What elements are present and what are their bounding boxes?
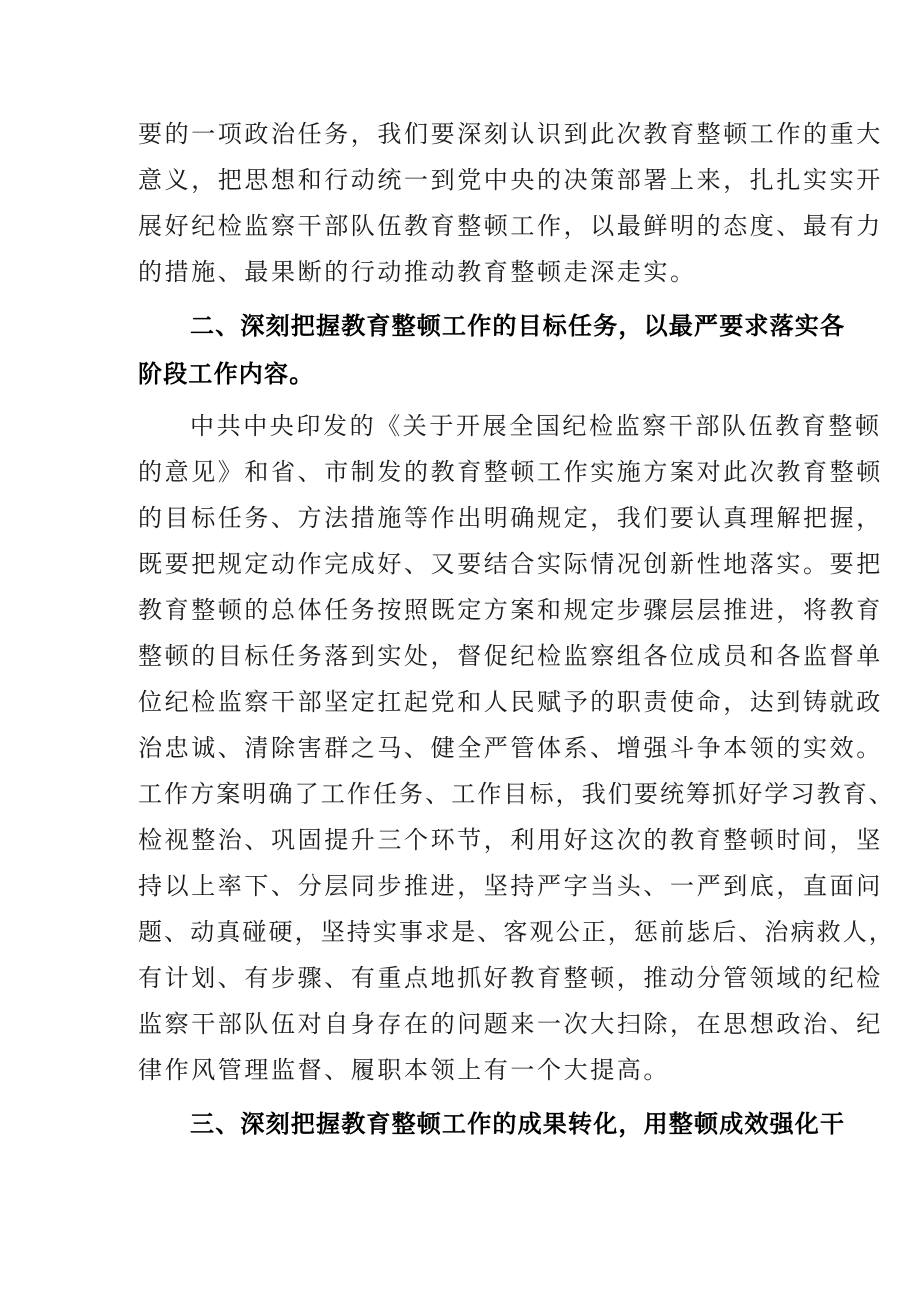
body-text-line: 既要把规定动作完成好、又要结合实际情况创新性地落实。要把 (138, 550, 883, 578)
body-text-line: 持以上率下、分层同步推进，坚持严字当头、一严到底，直面问 (138, 872, 883, 900)
body-text-line: 题、动真碰硬，坚持实事求是、客观公正，惩前毖后、治病救人， (138, 918, 895, 946)
body-text-line: 展好纪检监察干部队伍教育整顿工作，以最鲜明的态度、最有力 (138, 212, 883, 240)
body-text-line: 的目标任务、方法措施等作出明确规定，我们要认真理解把握， (138, 504, 883, 532)
section-heading: 阶段工作内容。 (138, 360, 315, 388)
body-text-line: 要的一项政治任务，我们要深刻认识到此次教育整顿工作的重大 (138, 120, 883, 148)
body-text-line: 治忠诚、清除害群之马、健全严管体系、增强斗争本领的实效。 (138, 734, 883, 762)
section-heading: 二、深刻把握教育整顿工作的目标任务，以最严要求落实各 (190, 312, 846, 340)
body-text-line: 意义，把思想和行动统一到党中央的决策部署上来，扎扎实实开 (138, 166, 883, 194)
body-text-line: 律作风管理监督、履职本领上有一个大提高。 (138, 1056, 670, 1084)
body-text-line: 检视整治、巩固提升三个环节，利用好这次的教育整顿时间，坚 (138, 826, 883, 854)
body-text-line: 监察干部队伍对自身存在的问题来一次大扫除，在思想政治、纪 (138, 1010, 883, 1038)
body-text-line: 的措施、最果断的行动推动教育整顿走深走实。 (138, 258, 697, 286)
body-text-line: 教育整顿的总体任务按照既定方案和规定步骤层层推进，将教育 (138, 596, 883, 624)
body-text-line: 整顿的目标任务落到实处，督促纪检监察组各位成员和各监督单 (138, 642, 883, 670)
body-text-line: 位纪检监察干部坚定扛起党和人民赋予的职责使命，达到铸就政 (138, 688, 883, 716)
body-text-line: 工作方案明确了工作任务、工作目标，我们要统筹抓好学习教育、 (138, 780, 895, 808)
body-text-line: 中共中央印发的《关于开展全国纪检监察干部队伍教育整顿 (190, 412, 882, 440)
body-text-line: 有计划、有步骤、有重点地抓好教育整顿，推动分管领域的纪检 (138, 964, 883, 992)
body-text-line: 的意见》和省、市制发的教育整顿工作实施方案对此次教育整顿 (138, 458, 883, 486)
section-heading: 三、深刻把握教育整顿工作的成果转化，用整顿成效强化干 (190, 1110, 846, 1138)
